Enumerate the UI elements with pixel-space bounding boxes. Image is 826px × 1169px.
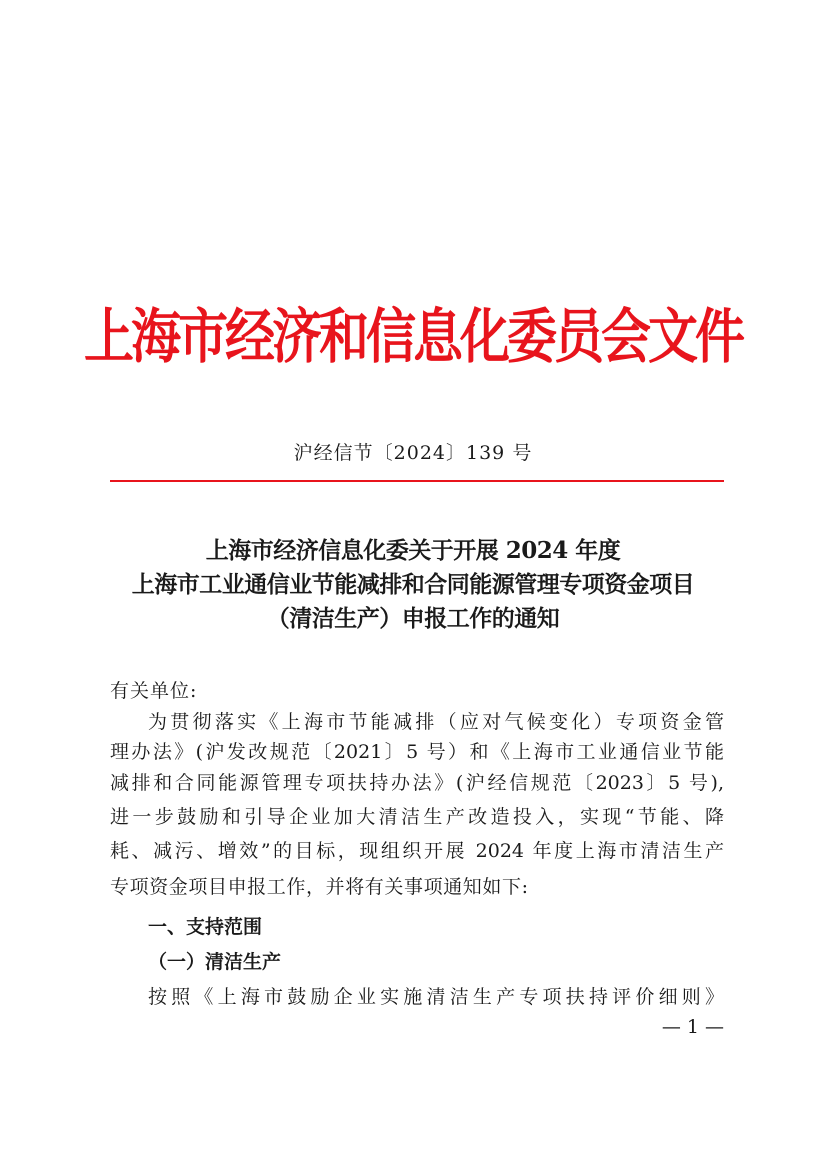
title-line: （清洁生产）申报工作的通知 <box>266 605 560 632</box>
paragraph-line: 进一步鼓励和引导企业加大清洁生产改造投入，实现“节能、降 <box>110 806 724 828</box>
paragraph-line: 按照《上海市鼓励企业实施清洁生产专项扶持评价细则》 <box>148 986 724 1008</box>
notice-title <box>100 534 726 636</box>
paragraph-line: 减排和合同能源管理专项扶持办法》(沪经信规范〔2023〕5 号), <box>110 772 724 794</box>
paragraph-line: 专项资金项目申报工作，并将有关事项通知如下: <box>110 876 529 898</box>
red-divider <box>110 480 724 482</box>
paragraph-line: 耗、减污、增效”的目标，现组织开展 2024 年度上海市清洁生产 <box>110 840 724 862</box>
subsection-heading: （一）清洁生产 <box>148 951 282 973</box>
page-number: — 1 — <box>661 1016 724 1038</box>
issuer-heading: 上海市经济和信息化委员会文件 <box>84 301 742 372</box>
title-line: 上海市经济信息化委关于开展 2024 年度 <box>205 537 621 564</box>
title-line: 上海市工业通信业节能减排和合同能源管理专项资金项目 <box>131 571 695 598</box>
paragraph-line: 理办法》(沪发改规范〔2021〕5 号）和《上海市工业通信业节能 <box>110 741 724 763</box>
paragraph-line: 为贯彻落实《上海市节能减排（应对气候变化）专项资金管 <box>148 711 724 733</box>
salutation: 有关单位: <box>110 680 198 702</box>
document-number: 沪经信节〔2024〕139 号 <box>293 442 533 464</box>
section-heading: 一、支持范围 <box>148 916 263 938</box>
